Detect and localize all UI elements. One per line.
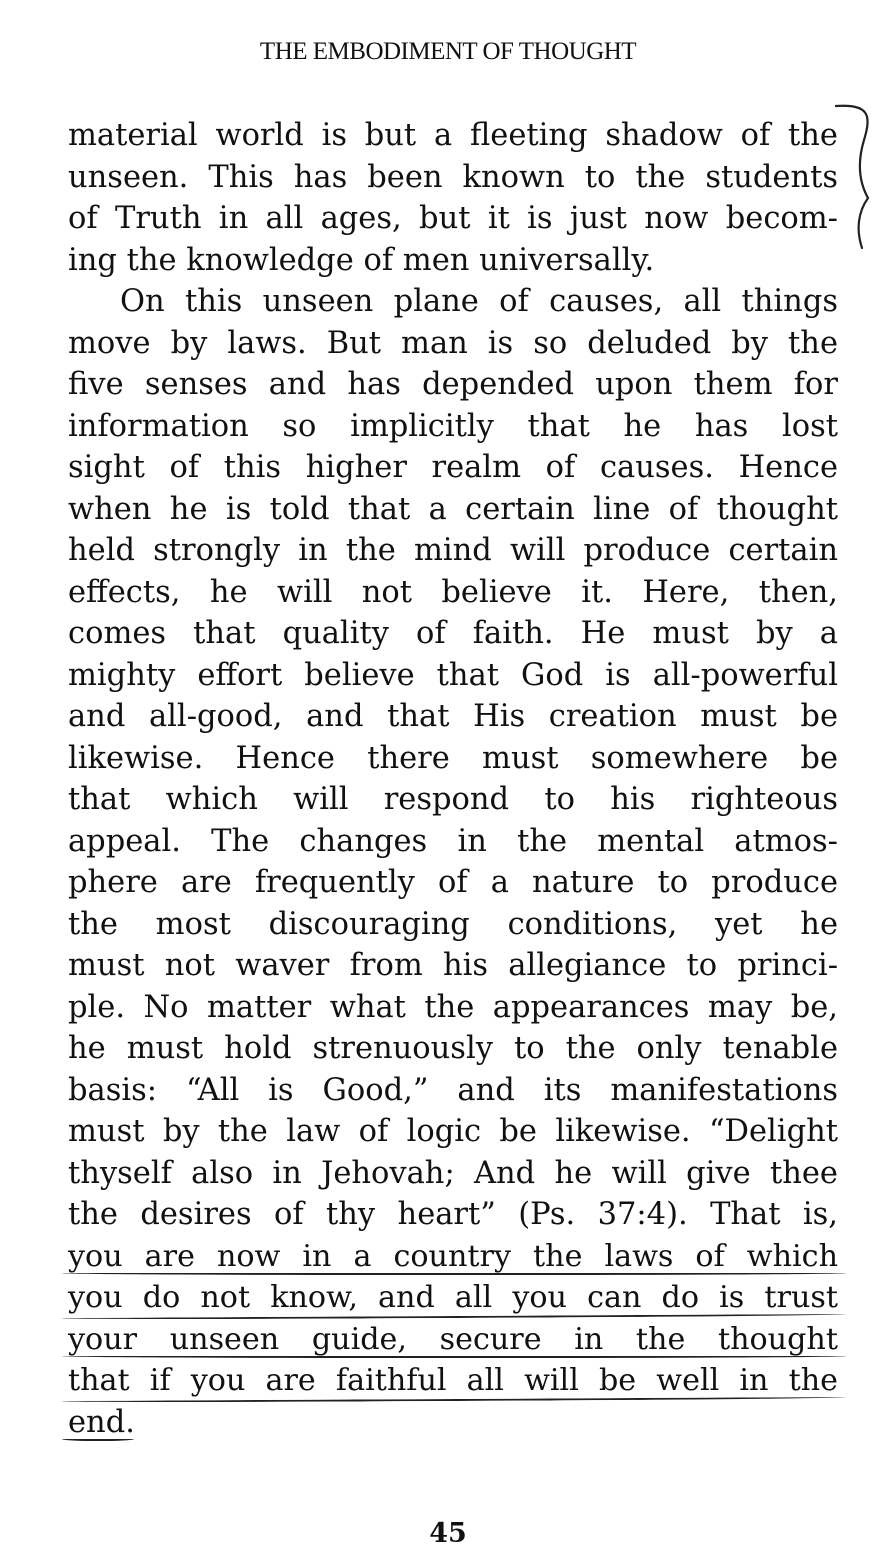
running-head: THE EMBODIMENT OF THOUGHT <box>259 38 637 65</box>
text-line: unseen. This has been known to the students <box>68 159 838 195</box>
underlined-text: you are now in a country the laws of which <box>68 1238 838 1274</box>
underlined-text: you do not know, and all you can do is trust <box>68 1280 838 1315</box>
text-line: when he is told that a certain line of thought <box>68 491 838 527</box>
underlined-line <box>68 1236 838 1278</box>
text-line: and all-good, and that His creation must be <box>68 699 838 734</box>
underlined-line <box>68 1402 838 1444</box>
text-line: he must hold strenuously to the only tenable <box>68 1031 838 1066</box>
text-line: five senses and has depended upon them for <box>68 367 838 402</box>
text-line: must by the law of logic be likewise. “Delight <box>68 1114 838 1149</box>
text-line: sight of this higher realm of causes. Hence <box>68 450 838 485</box>
text-line: effects, he will not believe it. Here, then, <box>68 574 838 610</box>
text-line: thyself also in Jehovah; And he will give thee <box>68 1155 838 1191</box>
text-line: comes that quality of faith. He must by a <box>68 616 838 651</box>
text-line: ple. No matter what the appearances may be, <box>68 989 838 1025</box>
underlined-line <box>68 1277 838 1319</box>
text-line: the desires of thy heart” (Ps. 37:4). That is, <box>68 1197 838 1232</box>
text-line: of Truth in all ages, but it is just now becom- <box>68 201 838 236</box>
body-text <box>68 115 838 1443</box>
pen-underline <box>62 1270 846 1275</box>
text-line: held strongly in the mind will produce certain <box>68 533 838 568</box>
underlined-text: your unseen guide, secure in the thought <box>68 1321 838 1357</box>
text-line: that which will respond to his righteous <box>68 782 838 817</box>
text-line: must not waver from his allegiance to princi- <box>68 948 838 983</box>
text-line: ing the knowledge of men universally. <box>68 242 655 278</box>
underlined-line <box>68 1319 838 1361</box>
underlined-line <box>68 1360 838 1402</box>
underlined-text: end. <box>68 1404 135 1440</box>
text-line: appeal. The changes in the mental atmos- <box>68 823 838 859</box>
pen-underline <box>62 1436 134 1441</box>
text-line: move by laws. But man is so deluded by the <box>68 325 838 361</box>
page-number: 45 <box>429 1518 467 1549</box>
paragraph-start-line: On this unseen plane of causes, all things <box>120 284 838 319</box>
text-line: basis: “All is Good,” and its manifestations <box>68 1072 838 1108</box>
text-line: phere are frequently of a nature to produce <box>68 865 838 900</box>
text-line: information so implicitly that he has lost <box>68 408 838 444</box>
text-line: mighty effort believe that God is all-powerful <box>68 657 838 693</box>
text-line: the most discouraging conditions, yet he <box>68 906 838 942</box>
pen-underline <box>62 1353 846 1358</box>
text-line: material world is but a fleeting shadow of the <box>68 118 838 153</box>
text-line: likewise. Hence there must somewhere be <box>68 740 838 776</box>
underlined-text: that if you are faithful all will be well in the <box>68 1363 838 1398</box>
